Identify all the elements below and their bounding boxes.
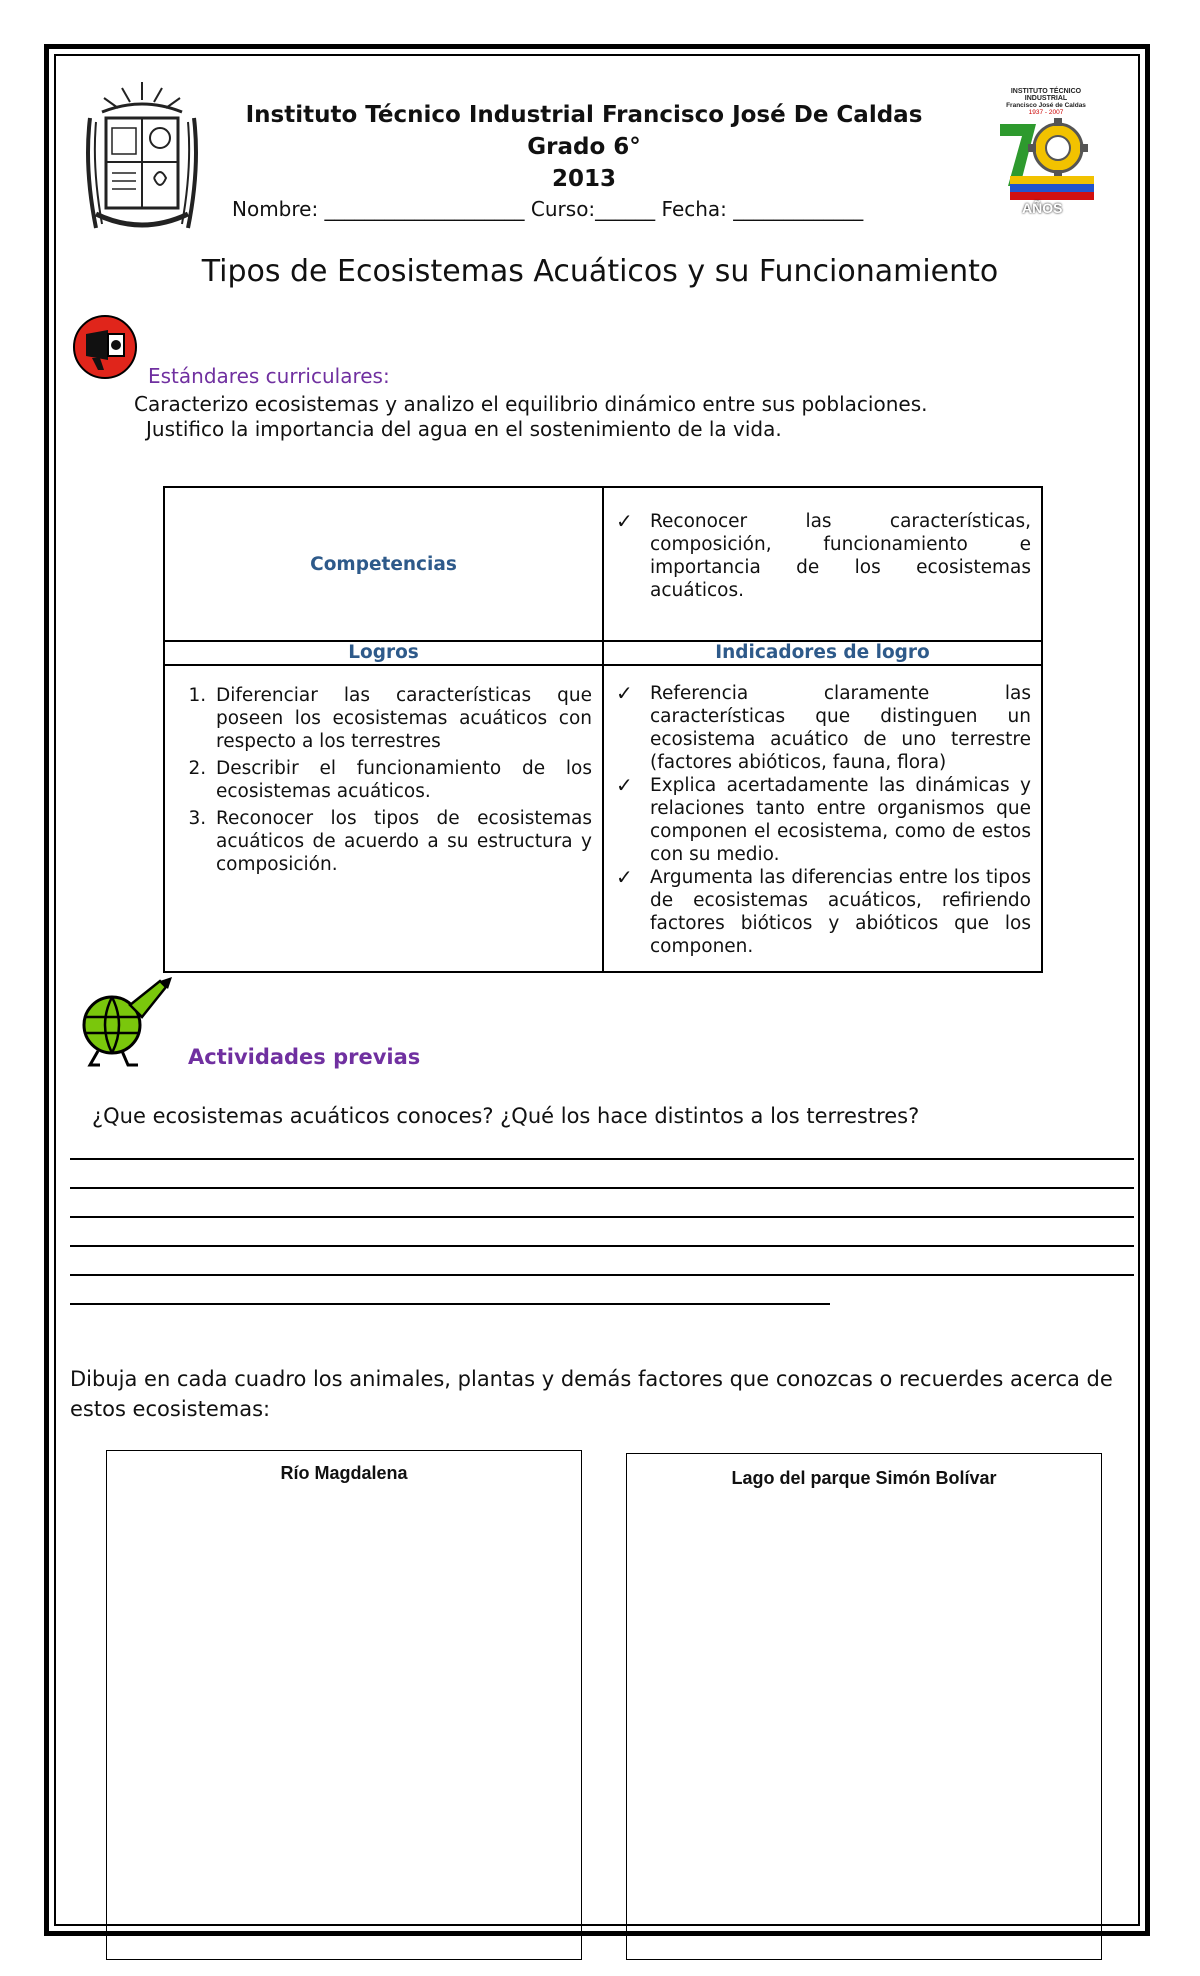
drawing-box-rio-magdalena[interactable]	[106, 1450, 582, 1960]
anniversary-logo-line1: INSTITUTO TÉCNICO INDUSTRIAL	[1010, 88, 1082, 102]
drawing-box-title: Lago del parque Simón Bolívar	[731, 1468, 997, 1488]
drawing-box-lago-simon-bolivar[interactable]	[626, 1453, 1102, 1960]
logro-item: 2. Describir el funcionamiento de los ecosistemas acuáticos.	[212, 757, 592, 803]
standard-1: Caracterizo ecosistemas y analizo el equilibrio dinámico entre sus poblaciones.	[134, 392, 928, 416]
answer-line	[70, 1274, 1134, 1276]
checkmark-icon: ✓	[616, 865, 633, 889]
competencia-item: ✓ Reconocer las características, composición, funcionamiento e importancia de los ecosistemas acuáticos.	[616, 509, 1031, 601]
competencies-table	[163, 486, 1043, 973]
indicadores-header: Indicadores de logro	[603, 641, 1042, 665]
activities-heading: Actividades previas	[188, 1045, 421, 1069]
competencias-label: Competencias	[310, 553, 457, 575]
anniversary-logo-years: 1937 - 2007	[1028, 109, 1064, 116]
checkmark-icon: ✓	[616, 773, 633, 797]
institution-name: Instituto Técnico Industrial Francisco José De Caldas	[245, 102, 923, 128]
year: 2013	[551, 166, 616, 192]
checkmark-icon: ✓	[616, 681, 633, 705]
logros-header: Logros	[164, 641, 603, 665]
answer-line	[70, 1187, 1134, 1189]
document-title: Tipos de Ecosistemas Acuáticos y su Funcionamiento	[201, 254, 999, 289]
logros-cell	[164, 665, 603, 972]
student-fields: Nombre: ____________________ Curso:______ Fecha: _____________	[232, 197, 864, 221]
checkmark-icon: ✓	[616, 509, 633, 533]
standard-2: Justifico la importancia del agua en el sostenimiento de la vida.	[146, 417, 782, 441]
anniversary-logo-line2: Francisco José de Caldas	[1006, 102, 1086, 109]
school-crest-logo	[82, 78, 202, 238]
competencia-cell	[603, 487, 1042, 641]
answer-line	[70, 1216, 1134, 1218]
grade: Grado 6°	[527, 134, 641, 160]
indicador-item: ✓ Argumenta las diferencias entre los tipos de ecosistemas acuáticos, refiriendo factores bióticos y abióticos que los componen.	[616, 865, 1031, 957]
indicadores-cell	[603, 665, 1042, 972]
activities-question: ¿Que ecosistemas acuáticos conoces? ¿Qué los hace distintos a los terrestres?	[92, 1104, 920, 1128]
competencias-cell	[164, 487, 603, 641]
globe-rocket-icon	[72, 975, 184, 1069]
indicador-item: ✓ Referencia claramente las características que distinguen un ecosistema acuático de uno terrestre (factores abióticos, fauna, flora)	[616, 681, 1031, 773]
answer-line	[70, 1303, 830, 1305]
seventy-emblem-icon	[992, 116, 1100, 206]
logro-item: 1. Diferenciar las características que poseen los ecosistemas acuáticos con respecto a los terrestres	[212, 684, 592, 753]
anniversary-logo	[992, 88, 1100, 222]
standards-heading: Estándares curriculares:	[148, 364, 390, 388]
answer-line	[70, 1158, 1134, 1160]
anniversary-logo-label: AÑOS	[1022, 200, 1063, 216]
drawing-box-title: Río Magdalena	[280, 1463, 408, 1483]
answer-line	[70, 1245, 1134, 1247]
drawing-instruction: Dibuja en cada cuadro los animales, plantas y demás factores que conozcas o recuerdes acerca de estos ecosistemas:	[70, 1367, 1113, 1421]
megaphone-icon	[72, 314, 142, 380]
logro-item: 3. Reconocer los tipos de ecosistemas acuáticos de acuerdo a su estructura y composición.	[212, 807, 592, 876]
indicador-item: ✓ Explica acertadamente las dinámicas y relaciones tanto entre organismos que componen el ecosistema, como de estos con su medio.	[616, 773, 1031, 865]
